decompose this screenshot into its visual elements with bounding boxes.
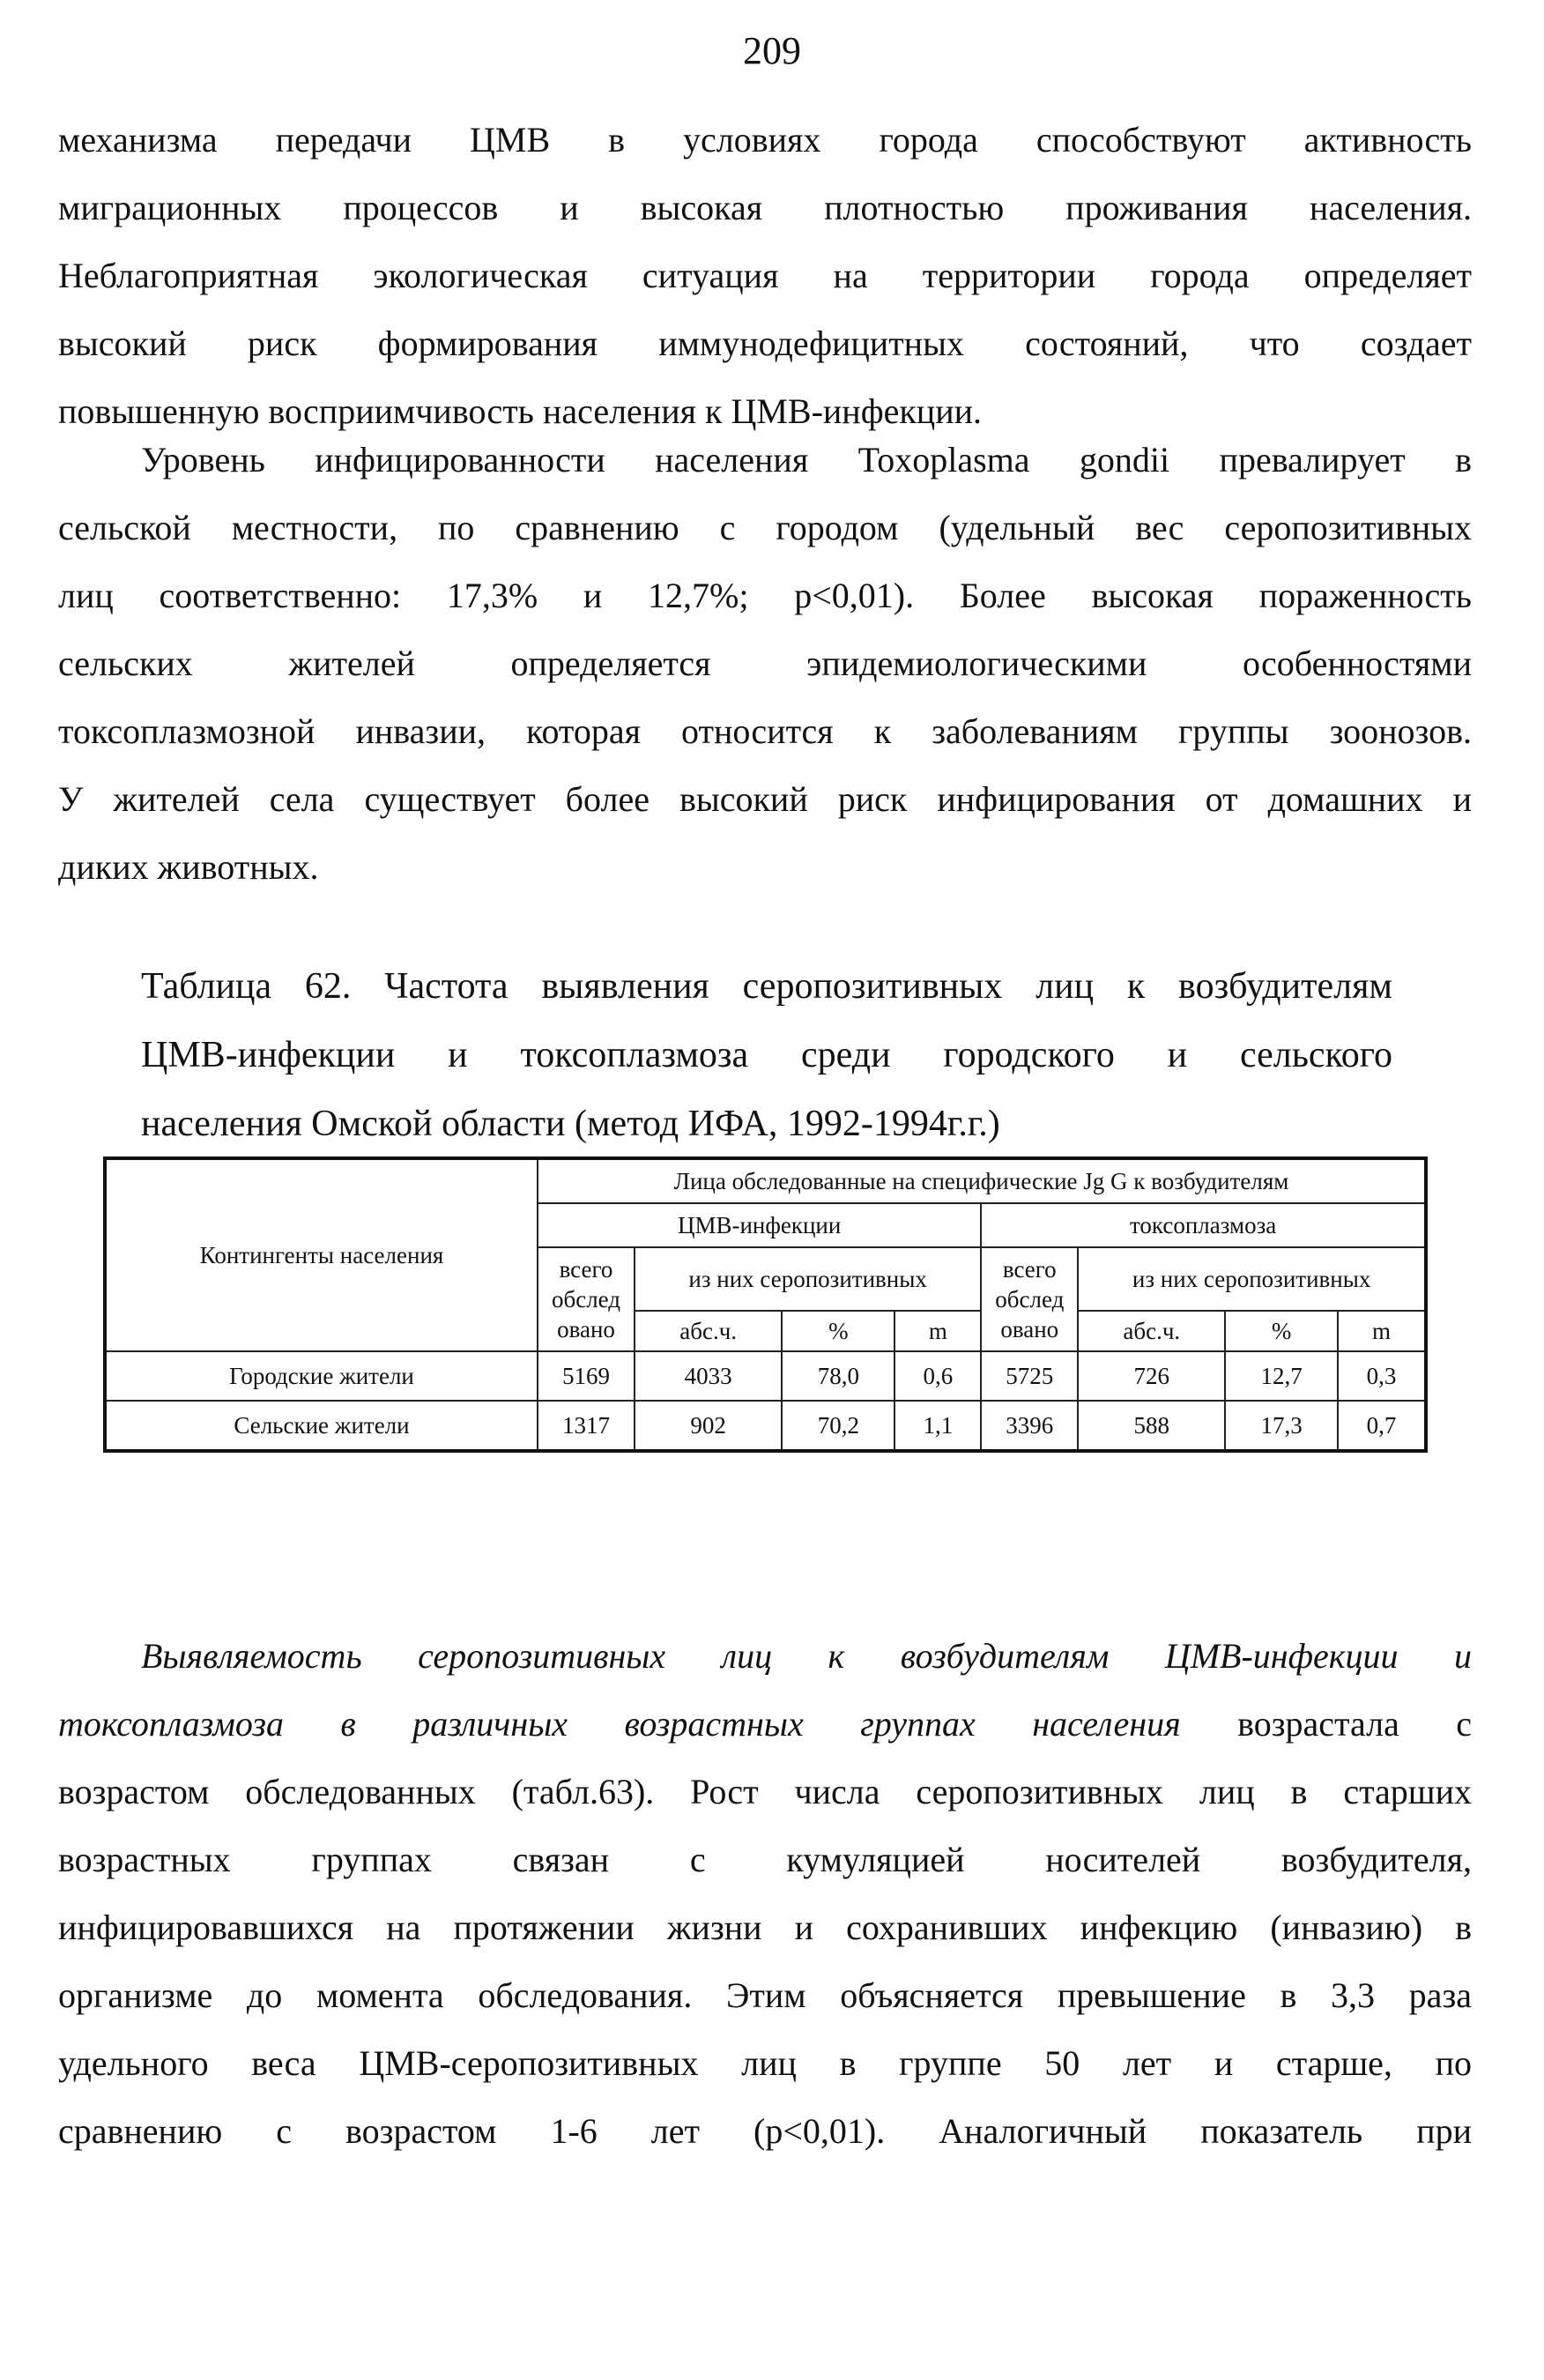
row-label: Сельские жители bbox=[105, 1401, 538, 1451]
text-line: У жителей села существует более высокий риск инфицирования от домашних и bbox=[58, 779, 1472, 819]
cell-toxo-m: 0,7 bbox=[1338, 1401, 1426, 1451]
text-line: сравнению с возрастом 1-6 лет (p<0,01). Аналогичный показатель при bbox=[58, 2111, 1472, 2151]
cell-cmv-m: 0,6 bbox=[894, 1351, 981, 1401]
text-line: Уровень инфицированности населения Toxoplasma gondii превалирует в bbox=[141, 440, 1472, 480]
paragraph-toxoplasma bbox=[58, 426, 1472, 901]
plain-text: возрастала с bbox=[1237, 1704, 1473, 1744]
text-line: высокий риск формирования иммунодефицитных состояний, что создает bbox=[58, 324, 1472, 363]
header-toxo-of-them: из них серопозитивных bbox=[1078, 1247, 1426, 1311]
italic-text: Выявляемость серопозитивных лиц к возбудителям ЦМВ-инфекции и bbox=[141, 1636, 1472, 1676]
text-line: возрастом обследованных (табл.63). Рост числа серопозитивных лиц в старших bbox=[58, 1772, 1472, 1811]
page-number: 209 bbox=[743, 29, 801, 72]
header-cmv: ЦМВ-инфекции bbox=[538, 1203, 981, 1247]
text-line: сельских жителей определяется эпидемиологическими особенностями bbox=[58, 643, 1472, 683]
cell-toxo-total: 3396 bbox=[981, 1401, 1078, 1451]
table-row bbox=[105, 1401, 1426, 1451]
cell-toxo-total: 5725 bbox=[981, 1351, 1078, 1401]
text-line: механизма передачи ЦМВ в условиях города способствуют активность bbox=[58, 120, 1472, 160]
cell-cmv-abs: 902 bbox=[635, 1401, 782, 1451]
cell-cmv-abs: 4033 bbox=[635, 1351, 782, 1401]
seropositivity-table bbox=[103, 1157, 1428, 1453]
cell-toxo-m: 0,3 bbox=[1338, 1351, 1426, 1401]
cell-cmv-m: 1,1 bbox=[894, 1401, 981, 1451]
cell-toxo-abs: 726 bbox=[1078, 1351, 1225, 1401]
caption-line: Таблица 62. Частота выявления серопозитивных лиц к возбудителям bbox=[141, 966, 1392, 1007]
text-line: диких животных. bbox=[58, 847, 319, 887]
header-cmv-abs: абс.ч. bbox=[635, 1311, 782, 1351]
cell-toxo-abs: 588 bbox=[1078, 1401, 1225, 1451]
text-line: удельного веса ЦМВ-серопозитивных лиц в группе 50 лет и старше, по bbox=[58, 2043, 1472, 2083]
header-cmv-total: всего обслед овано bbox=[538, 1247, 635, 1351]
italic-text: токсоплазмоза в различных возрастных bbox=[58, 1704, 804, 1744]
text-line: сельской местности, по сравнению с городом (удельный вес серопозитивных bbox=[58, 508, 1472, 547]
cell-toxo-pct: 17,3 bbox=[1225, 1401, 1338, 1451]
table-caption bbox=[141, 952, 1392, 1158]
text-line-italic bbox=[58, 1622, 1472, 1690]
text-line: Неблагоприятная экологическая ситуация на территории города определяет bbox=[58, 256, 1472, 295]
header-toxo: токсоплазмоза bbox=[981, 1203, 1426, 1247]
row-label: Городские жители bbox=[105, 1351, 538, 1401]
text-line: токсоплазмозной инвазии, которая относится к заболеваниям группы зоонозов. bbox=[58, 711, 1472, 751]
header-group: Лица обследованные на специфические Jg G к возбудителям bbox=[538, 1158, 1426, 1203]
cell-cmv-total: 5169 bbox=[538, 1351, 635, 1401]
text-line: лиц соответственно: 17,3% и 12,7%; p<0,01). Более высокая пораженность bbox=[58, 576, 1472, 615]
text-line: миграционных процессов и высокая плотностью проживания населения. bbox=[58, 188, 1472, 227]
caption-line: населения Омской области (метод ИФА, 1992-1994г.г.) bbox=[141, 1104, 1000, 1144]
header-toxo-total: всего обслед овано bbox=[981, 1247, 1078, 1351]
header-toxo-m: m bbox=[1338, 1311, 1426, 1351]
header-toxo-abs: абс.ч. bbox=[1078, 1311, 1225, 1351]
text-line: организме до момента обследования. Этим объясняется превышение в 3,3 раза bbox=[58, 1975, 1472, 2015]
cell-cmv-pct: 78,0 bbox=[782, 1351, 894, 1401]
text-line: инфицировавшихся на протяжении жизни и сохранивших инфекцию (инвазию) в bbox=[58, 1908, 1472, 1947]
text-line: повышенную восприимчивость населения к ЦМВ-инфекции. bbox=[58, 391, 983, 431]
italic-text: группах населения bbox=[860, 1704, 1181, 1744]
header-toxo-pct: % bbox=[1225, 1311, 1338, 1351]
cell-cmv-pct: 70,2 bbox=[782, 1401, 894, 1451]
paragraph-cmv-urban bbox=[58, 106, 1472, 445]
header-contingent: Контингенты населения bbox=[105, 1158, 538, 1351]
header-cmv-of-them: из них серопозитивных bbox=[635, 1247, 981, 1311]
header-cmv-pct: % bbox=[782, 1311, 894, 1351]
text-line-mixed bbox=[58, 1690, 1472, 1758]
caption-line: ЦМВ-инфекции и токсоплазмоза среди городского и сельского bbox=[141, 1035, 1392, 1075]
cell-cmv-total: 1317 bbox=[538, 1401, 635, 1451]
paragraph-age-groups bbox=[58, 1622, 1472, 2165]
cell-toxo-pct: 12,7 bbox=[1225, 1351, 1338, 1401]
text-line: возрастных группах связан с кумуляцией носителей возбудителя, bbox=[58, 1840, 1472, 1879]
header-cmv-m: m bbox=[894, 1311, 981, 1351]
table-row bbox=[105, 1351, 1426, 1401]
